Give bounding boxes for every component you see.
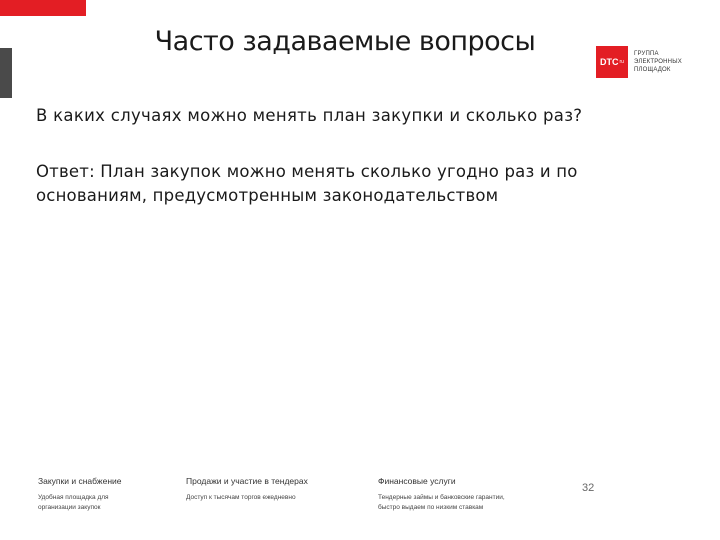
footer-column-text: Тендерные займы и банковские гарантии,	[378, 494, 505, 501]
footer-column-sales	[186, 476, 356, 503]
footer-column-text: Удобная площадка для	[38, 494, 109, 501]
footer-column-text: Доступ к тысячам торгов ежедневно	[186, 494, 296, 501]
page-number: 32	[582, 482, 595, 494]
logo-mark-icon	[596, 46, 628, 78]
company-logo	[596, 46, 688, 78]
logo-brand: DTC	[600, 57, 619, 67]
footer-column-title: Продажи и участие в тендерах	[186, 476, 308, 486]
footer-column-procurement	[38, 476, 158, 513]
footer-column-title: Закупки и снабжение	[38, 476, 122, 486]
logo-caption	[634, 50, 688, 74]
footer-column-finance	[378, 476, 558, 513]
footer-column-text: быстро выдаем по низким ставкам	[378, 504, 484, 511]
footer-column-title: Финансовые услуги	[378, 476, 456, 486]
logo-caption-line: ГРУППА	[634, 51, 659, 57]
faq-question: В каких случаях можно менять план закупки и сколько раз?	[36, 106, 583, 125]
slide-title: Часто задаваемые вопросы	[154, 26, 536, 57]
faq-answer	[36, 160, 656, 208]
top-accent-bar	[0, 0, 86, 16]
logo-caption-line: ЭЛЕКТРОННЫХ	[634, 59, 682, 65]
footer-column-text: организации закупок	[38, 504, 101, 511]
faq-answer-line: Ответ: План закупок можно менять сколько угодно раз и по	[36, 162, 578, 181]
logo-brand-suffix: ru	[619, 59, 624, 65]
logo-caption-line: ПЛОЩАДОК	[634, 67, 671, 73]
faq-answer-line: основаниям, предусмотренным законодательством	[36, 186, 499, 205]
